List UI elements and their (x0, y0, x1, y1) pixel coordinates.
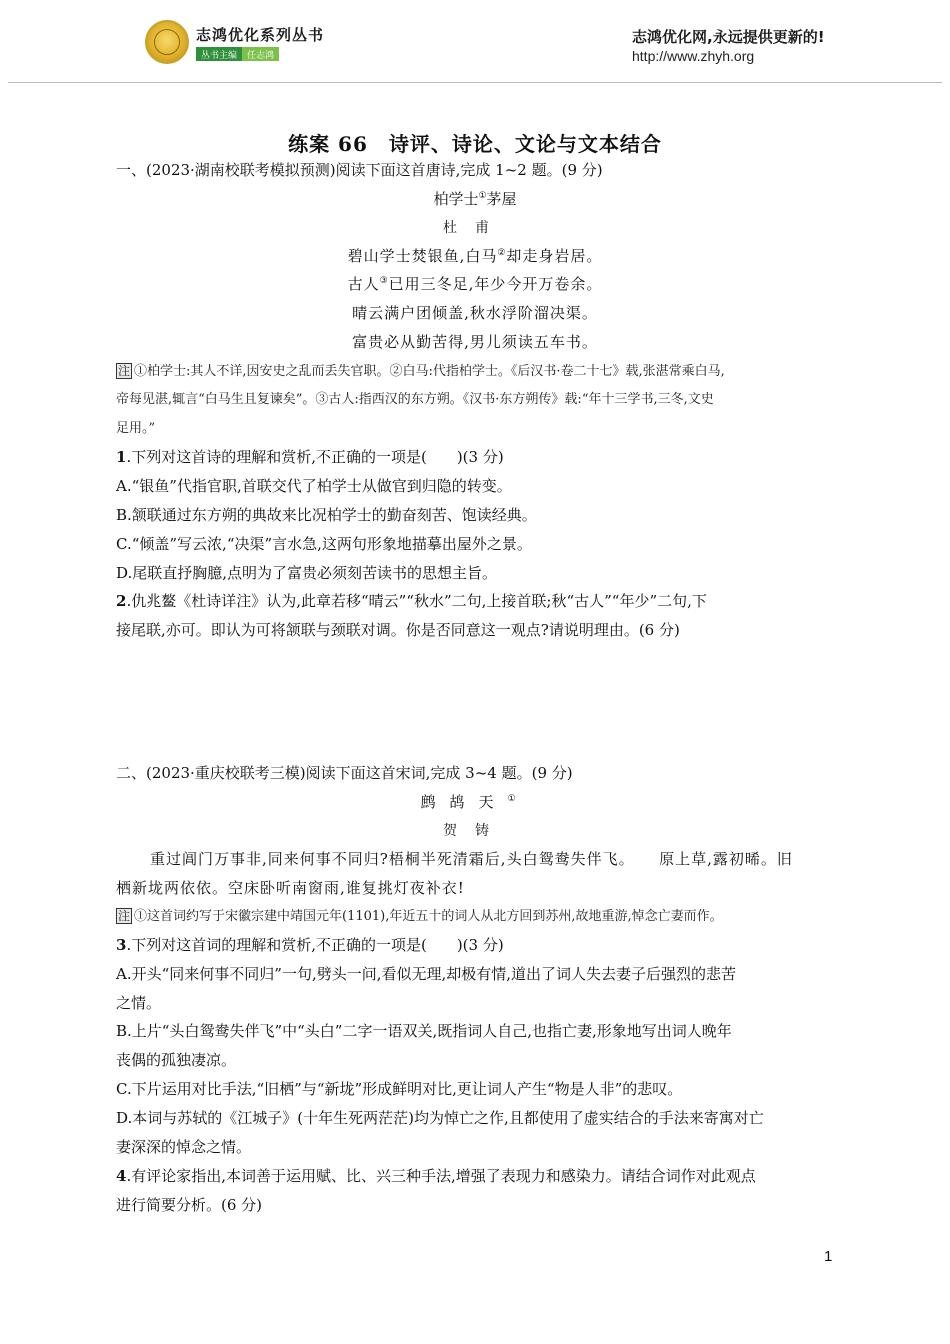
ci-author: 贺铸 (443, 823, 507, 839)
poem-note: 帝每见湛,辄言“白马生且复谏矣”。③古人:指西汉的东方朔。《汉书·东方朔传》载:“年十三学书,三冬,文史 (116, 392, 714, 407)
option-b: B.上片“头白鸳鸯失伴飞”中“头白”二字一语双关,既指词人自己,也指亡妻,形象地写出词人晚年 (116, 1022, 732, 1040)
poem-line: 富贵必从勤苦得,男儿须读五车书。 (352, 333, 598, 351)
question-1: 1.下列对这首诗的理解和赏析,不正确的一项是( )(3 分) (116, 448, 504, 466)
page-header (0, 0, 950, 80)
ci-line: 重过阊门万事非,同来何事不同归?梧桐半死清霜后,头白鸳鸯失伴飞。 原上草,露初晞。旧 (150, 850, 793, 868)
header-slogan: 志鸿优化网,永远提供更新的! (632, 28, 825, 46)
option-b-cont: 丧偶的孤独凄凉。 (116, 1051, 237, 1069)
header-url[interactable]: http://www.zhyh.org (632, 48, 755, 64)
poem-note: 足用。” (116, 421, 156, 436)
note-tag: 注 (118, 909, 131, 923)
series-title: 志鸿优化系列丛书 (196, 26, 325, 44)
option-a: A.开头“同来何事不同归”一句,劈头一问,看似无理,却极有情,道出了词人失去妻子后强烈的悲苦 (116, 965, 737, 983)
question-4: 4.有评论家指出,本词善于运用赋、比、兴三种手法,增强了表现力和感染力。请结合词作对此观点 (116, 1167, 756, 1185)
question-3: 3.下列对这首词的理解和赏析,不正确的一项是( )(3 分) (116, 936, 504, 954)
question-4-cont: 进行简要分析。(6 分) (116, 1196, 263, 1214)
option-d-cont: 妻深深的悼念之情。 (116, 1138, 252, 1156)
option-c: C.“倾盖”写云浓,“决渠”言水急,这两句形象地描摹出屋外之景。 (116, 535, 532, 553)
poem-author: 杜甫 (443, 220, 507, 236)
poem-line: 碧山学士焚银鱼,白马②却走身岩居。 (347, 247, 603, 265)
option-a: A.“银鱼”代指官职,首联交代了柏学士从做官到归隐的转变。 (116, 477, 512, 495)
option-a-cont: 之情。 (116, 994, 162, 1012)
poem-line: 古人③已用三冬足,年少今开万卷余。 (347, 275, 603, 293)
ci-title: 鹧鸪天① (420, 793, 530, 811)
question-2-cont: 接尾联,亦可。即认为可将颔联与颈联对调。你是否同意这一观点?请说明理由。(6 分) (116, 621, 680, 639)
note-tag: 注 (118, 364, 131, 378)
page-number: 1 (824, 1248, 833, 1265)
poem-title: 柏学士①茅屋 (433, 190, 517, 208)
editor-name: 任志鸿 (242, 47, 279, 61)
option-c: C.下片运用对比手法,“旧栖”与“新垅”形成鲜明对比,更让词人产生“物是人非”的悲叹。 (116, 1080, 683, 1098)
ci-note: 注 ①这首词约写于宋徽宗建中靖国元年(1101),年近五十的词人从北方回到苏州,故地重游,悼念亡妻而作。 (118, 909, 723, 924)
option-d: D.尾联直抒胸臆,点明为了富贵必须刻苦读书的思想主旨。 (116, 564, 498, 582)
section2-heading: 二、(2023·重庆校联考三模)阅读下面这首宋词,完成 3~4 题。(9 分) (116, 764, 573, 782)
option-d: D.本词与苏轼的《江城子》(十年生死两茫茫)均为悼亡之作,且都使用了虚实结合的手法来寄寓对亡 (116, 1109, 764, 1127)
option-b: B.颔联通过东方朔的典故来比况柏学士的勤奋刻苦、饱读经典。 (116, 506, 537, 524)
poem-note: 注 ①柏学士:其人不详,因安史之乱而丢失官职。②白马:代指柏学士。《后汉书·卷二十七》载,张湛常乘白马, (118, 364, 725, 379)
header-divider (8, 82, 942, 83)
question-2: 2.仇兆鳌《杜诗详注》认为,此章若移“晴云”“秋水”二句,上接首联;秋“古人”“年少”二句,下 (116, 592, 707, 610)
editor-credit (196, 47, 279, 61)
poem-line: 晴云满户团倾盖,秋水浮阶溜决渠。 (352, 304, 598, 322)
ci-line: 栖新垅两依依。空床卧听南窗雨,谁复挑灯夜补衣! (116, 879, 465, 897)
page-title: 练案 66 诗评、诗论、文论与文本结合 (288, 132, 662, 156)
section1-heading: 一、(2023·湖南校联考模拟预测)阅读下面这首唐诗,完成 1~2 题。(9 分) (116, 161, 603, 179)
editor-label: 丛书主编 (196, 47, 242, 61)
logo-emblem-icon (145, 20, 189, 64)
